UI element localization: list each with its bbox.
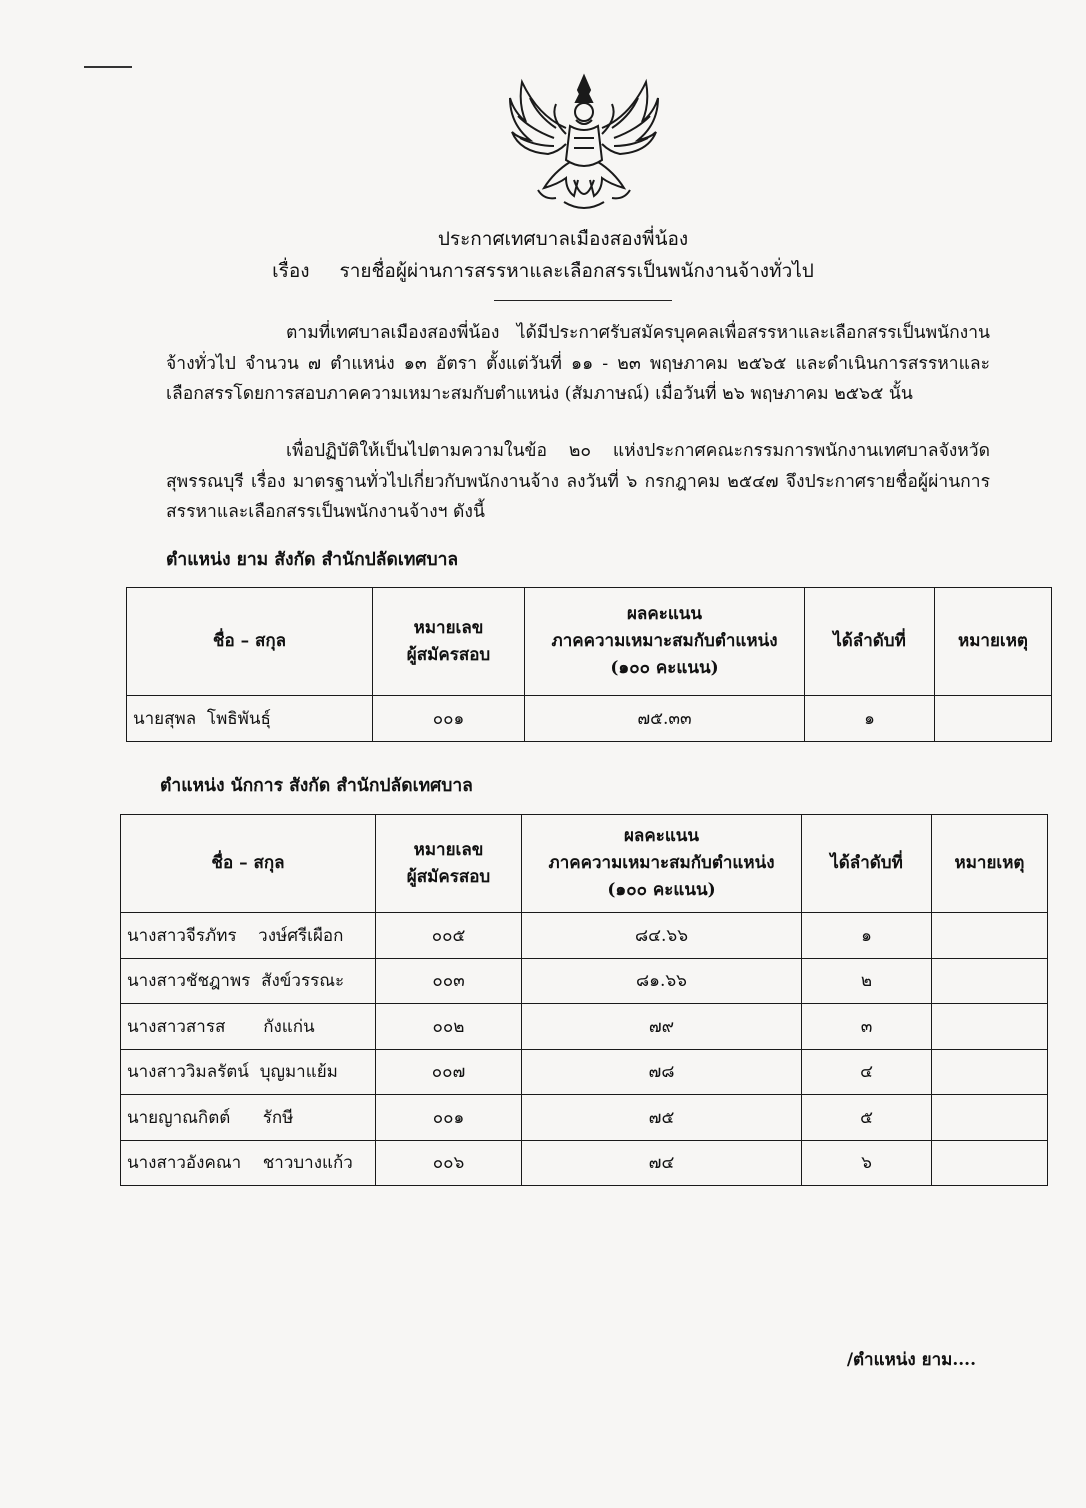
announcement-title: ประกาศเทศบาลเมืองสองพี่น้อง (437, 228, 689, 250)
cell-rank: ๖ (802, 1140, 932, 1186)
results-table-guard (126, 587, 1052, 742)
col-header-score-line2: ภาคความเหมาะสมกับตำแหน่ง (548, 853, 775, 873)
cell-applicant-no: ๐๐๗ (376, 1049, 522, 1095)
cell-name: นายสุพล โพธิพันธุ์ (127, 696, 373, 742)
col-header-score-line2: ภาคความเหมาะสมกับตำแหน่ง (551, 631, 778, 651)
cell-name: นางสาวสารส กังแก่น (121, 1004, 376, 1050)
cell-score: ๘๔.๖๖ (522, 913, 802, 959)
col-header-applicant-no (373, 588, 525, 696)
table-row (121, 958, 1048, 1004)
col-header-score-line3: (๑๐๐ คะแนน) (607, 880, 716, 900)
col-header-name: ชื่อ – สกุล (127, 588, 373, 696)
table-row (121, 1049, 1048, 1095)
table-row (121, 1004, 1048, 1050)
table-header-row (121, 815, 1048, 913)
col-header-name: ชื่อ – สกุล (121, 815, 376, 913)
col-header-applicant-no-line2: ผู้สมัครสอบ (406, 866, 491, 887)
cell-rank: ๑ (805, 696, 935, 742)
cell-score: ๗๙ (522, 1004, 802, 1050)
cell-score: ๗๕.๓๓ (525, 696, 805, 742)
cell-applicant-no: ๐๐๖ (376, 1140, 522, 1186)
table-row (127, 696, 1052, 742)
subject-label: เรื่อง (272, 260, 310, 282)
cell-remark (935, 696, 1052, 742)
cell-rank: ๓ (802, 1004, 932, 1050)
cell-name: นางสาวจีรภัทร วงษ์ศรีเผือก (121, 913, 376, 959)
cell-name: นางสาววิมลรัตน์ บุญมาแย้ม (121, 1049, 376, 1095)
body-paragraph-2: เพื่อปฏิบัติให้เป็นไปตามความในข้อ ๒๐ แห่งประกาศคณะกรรมการพนักงานเทศบาลจังหวัดสุพรรณบุรี เรื่อง มาตรฐานทั่วไปเกี่ยวกับพนักงานจ้าง ลงวันที่ ๖ กรกฎาคม ๒๕๔๗ จึงประกาศรายชื่อผู้ผ่านการสรรหาและเลือกสรรเป็นพนักงานจ้างฯ ดังนี้ (166, 441, 990, 522)
title-divider (494, 300, 672, 301)
section-heading-guard: ตำแหน่ง ยาม สังกัด สำนักปลัดเทศบาล (166, 550, 459, 570)
cell-name: นางสาวชัชฎาพร สังข์วรรณะ (121, 958, 376, 1004)
cell-rank: ๕ (802, 1095, 932, 1141)
cell-remark (932, 1095, 1048, 1141)
col-header-score-line3: (๑๐๐ คะแนน) (610, 658, 719, 678)
garuda-emblem-icon (504, 68, 664, 218)
col-header-applicant-no-line1: หมายเลข (413, 839, 484, 860)
body-paragraph-1: ตามที่เทศบาลเมืองสองพี่น้อง ได้มีประกาศรับสมัครบุคคลเพื่อสรรหาและเลือกสรรเป็นพนักงานจ้างทั่วไป จำนวน ๗ ตำแหน่ง ๑๓ อัตรา ตั้งแต่วันที่ ๑๑ - ๒๓ พฤษภาคม ๒๕๖๕ และดำเนินการสรรหาและเลือกสรรโดยการสอบภาคความเหมาะสมกับตำแหน่ง (สัมภาษณ์) เมื่อวันที่ ๒๖ พฤษภาคม ๒๕๖๕ นั้น (166, 323, 990, 404)
cell-applicant-no: ๐๐๕ (376, 913, 522, 959)
cell-applicant-no: ๐๐๒ (376, 1004, 522, 1050)
cell-name: นายญาณกิตต์ รักษี (121, 1095, 376, 1141)
col-header-score (525, 588, 805, 696)
announcement-subject (0, 256, 1086, 286)
subject-text: รายชื่อผู้ผ่านการสรรหาและเลือกสรรเป็นพนักงานจ้างทั่วไป (339, 260, 814, 282)
results-table-janitor (120, 814, 1048, 1186)
cell-remark (932, 1140, 1048, 1186)
cell-score: ๘๑.๖๖ (522, 958, 802, 1004)
cell-rank: ๔ (802, 1049, 932, 1095)
continuation-note: /ตำแหน่ง ยาม.... (846, 1350, 976, 1370)
col-header-rank: ได้ลำดับที่ (805, 588, 935, 696)
cell-remark (932, 913, 1048, 959)
cell-applicant-no: ๐๐๓ (376, 958, 522, 1004)
cell-score: ๗๔ (522, 1140, 802, 1186)
table-row (121, 1095, 1048, 1141)
col-header-score (522, 815, 802, 913)
cell-remark (932, 958, 1048, 1004)
section-heading-janitor: ตำแหน่ง นักการ สังกัด สำนักปลัดเทศบาล (160, 776, 473, 796)
col-header-applicant-no (376, 815, 522, 913)
cell-name: นางสาวอังคณา ชาวบางแก้ว (121, 1140, 376, 1186)
cell-applicant-no: ๐๐๑ (373, 696, 525, 742)
cell-score: ๗๕ (522, 1095, 802, 1141)
cell-remark (932, 1004, 1048, 1050)
table-row (121, 913, 1048, 959)
cell-remark (932, 1049, 1048, 1095)
col-header-score-line1: ผลคะแนน (623, 826, 700, 846)
col-header-applicant-no-line1: หมายเลข (413, 617, 484, 638)
col-header-score-line1: ผลคะแนน (626, 604, 703, 624)
col-header-remark: หมายเหตุ (932, 815, 1048, 913)
col-header-applicant-no-line2: ผู้สมัครสอบ (406, 644, 491, 665)
cell-score: ๗๘ (522, 1049, 802, 1095)
corner-mark (84, 66, 132, 68)
table-row (121, 1140, 1048, 1186)
table-header-row (127, 588, 1052, 696)
col-header-rank: ได้ลำดับที่ (802, 815, 932, 913)
cell-rank: ๒ (802, 958, 932, 1004)
cell-rank: ๑ (802, 913, 932, 959)
cell-applicant-no: ๐๐๑ (376, 1095, 522, 1141)
col-header-remark: หมายเหตุ (935, 588, 1052, 696)
